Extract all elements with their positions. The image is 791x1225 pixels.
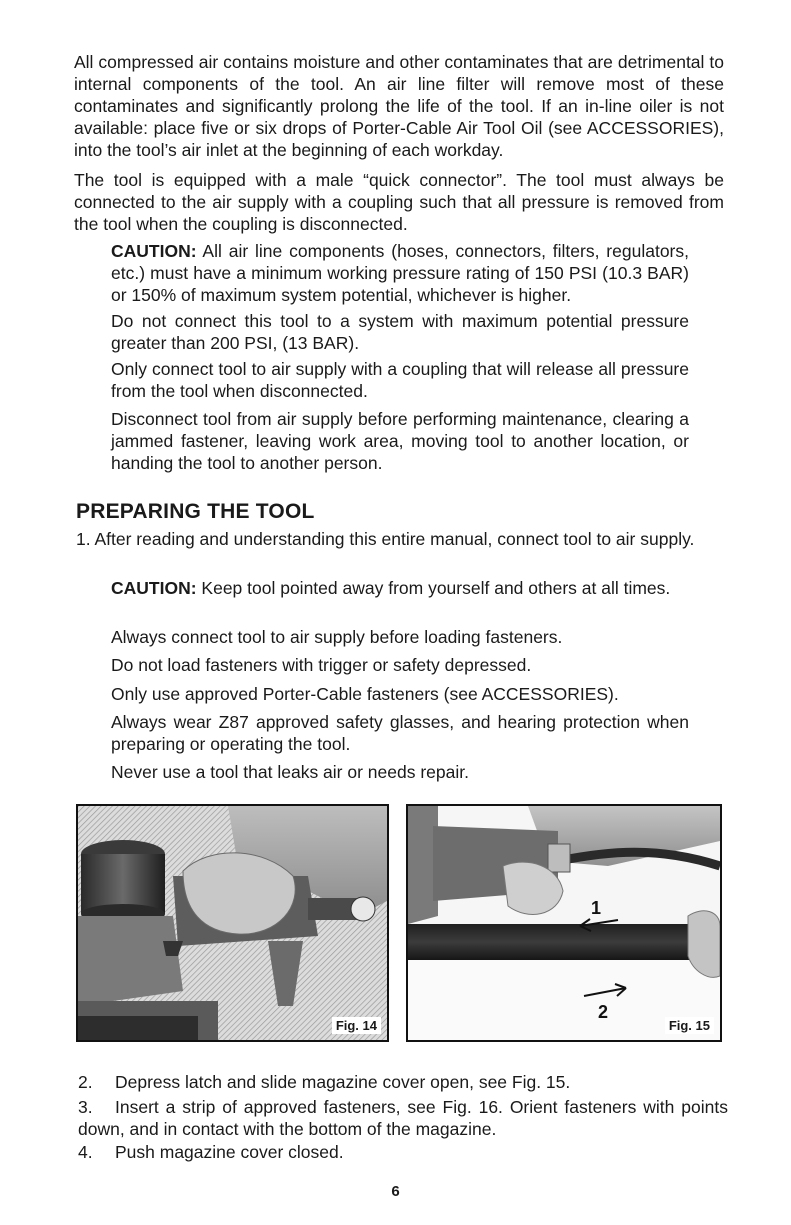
caution-text: All air line components (hoses, connectors, filters, regulators, etc.) must have a minimum working pressure rating of 150 PSI (10.3 BAR) or 150% of maximum system potential, whichever is higher. <box>111 241 689 305</box>
step-3 <box>78 1096 728 1140</box>
caution-air-line-components <box>111 240 689 306</box>
step-number: 4. <box>78 1142 93 1162</box>
caution-item: Only use approved Porter-Cable fasteners (see ACCESSORIES). <box>111 684 619 704</box>
caution-item: Disconnect tool from air supply before performing maintenance, clearing a jammed fastener, leaving work area, moving tool to another location, or handing the tool to another person. <box>111 409 689 473</box>
intro-paragraph-quick-connector: The tool is equipped with a male “quick connector”. The tool must always be connected to the air supply with a coupling such that all pressure is removed from the tool when the coupling is disconnected. <box>74 170 724 234</box>
step-text: Depress latch and slide magazine cover open, see Fig. 15. <box>115 1072 571 1092</box>
intro-paragraph-moisture: All compressed air contains moisture and other contaminates that are detrimental to internal components of the tool. An air line filter will remove most of these contaminates and significantly prolong the life of the tool. If an in-line oiler is not available: place five or six drops of Porter-Cable Air Tool Oil (see ACCESSORIES), into the tool’s air inlet at the beginning of each workday. <box>74 52 724 160</box>
fig15-caption: Fig. 15 <box>665 1017 714 1034</box>
caution-item: Do not connect this tool to a system with maximum potential pressure greater than 200 PSI, (13 BAR). <box>111 311 689 353</box>
caution-label: CAUTION: <box>111 578 197 598</box>
figure-14 <box>76 804 389 1042</box>
step-1: 1. After reading and understanding this entire manual, connect tool to air supply. <box>76 529 695 549</box>
caution-item: Always wear Z87 approved safety glasses, and hearing protection when preparing or operating the tool. <box>111 712 689 754</box>
fig15-callout-2: 2 <box>598 1002 609 1022</box>
fig15-illustration <box>408 806 720 1040</box>
step-text: Push magazine cover closed. <box>115 1142 344 1162</box>
caution-keep-tool-pointed <box>111 577 689 599</box>
step-2 <box>78 1071 728 1093</box>
caution-item: Do not load fasteners with trigger or safety depressed. <box>111 655 532 675</box>
caution-item: Only connect tool to air supply with a coupling that will release all pressure from the tool when disconnected. <box>111 359 689 401</box>
caution-item: Never use a tool that leaks air or needs repair. <box>111 762 469 782</box>
fig15-callout-1: 1 <box>591 898 602 918</box>
figure-15 <box>406 804 722 1042</box>
page-number: 6 <box>391 1183 400 1200</box>
caution-label: CAUTION: <box>111 241 197 261</box>
step-4 <box>78 1141 728 1163</box>
step-number: 2. <box>78 1072 93 1092</box>
fig14-illustration <box>78 806 387 1040</box>
fig14-caption: Fig. 14 <box>332 1017 381 1034</box>
section-heading: PREPARING THE TOOL <box>76 500 315 523</box>
step-number: 3. <box>78 1097 93 1117</box>
caution-text: Keep tool pointed away from yourself and others at all times. <box>196 578 671 598</box>
caution-item: Always connect tool to air supply before loading fasteners. <box>111 627 563 647</box>
step-text: Insert a strip of approved fasteners, see Fig. 16. Orient fasteners with points down, and in contact with the bottom of the magazine. <box>78 1097 728 1139</box>
